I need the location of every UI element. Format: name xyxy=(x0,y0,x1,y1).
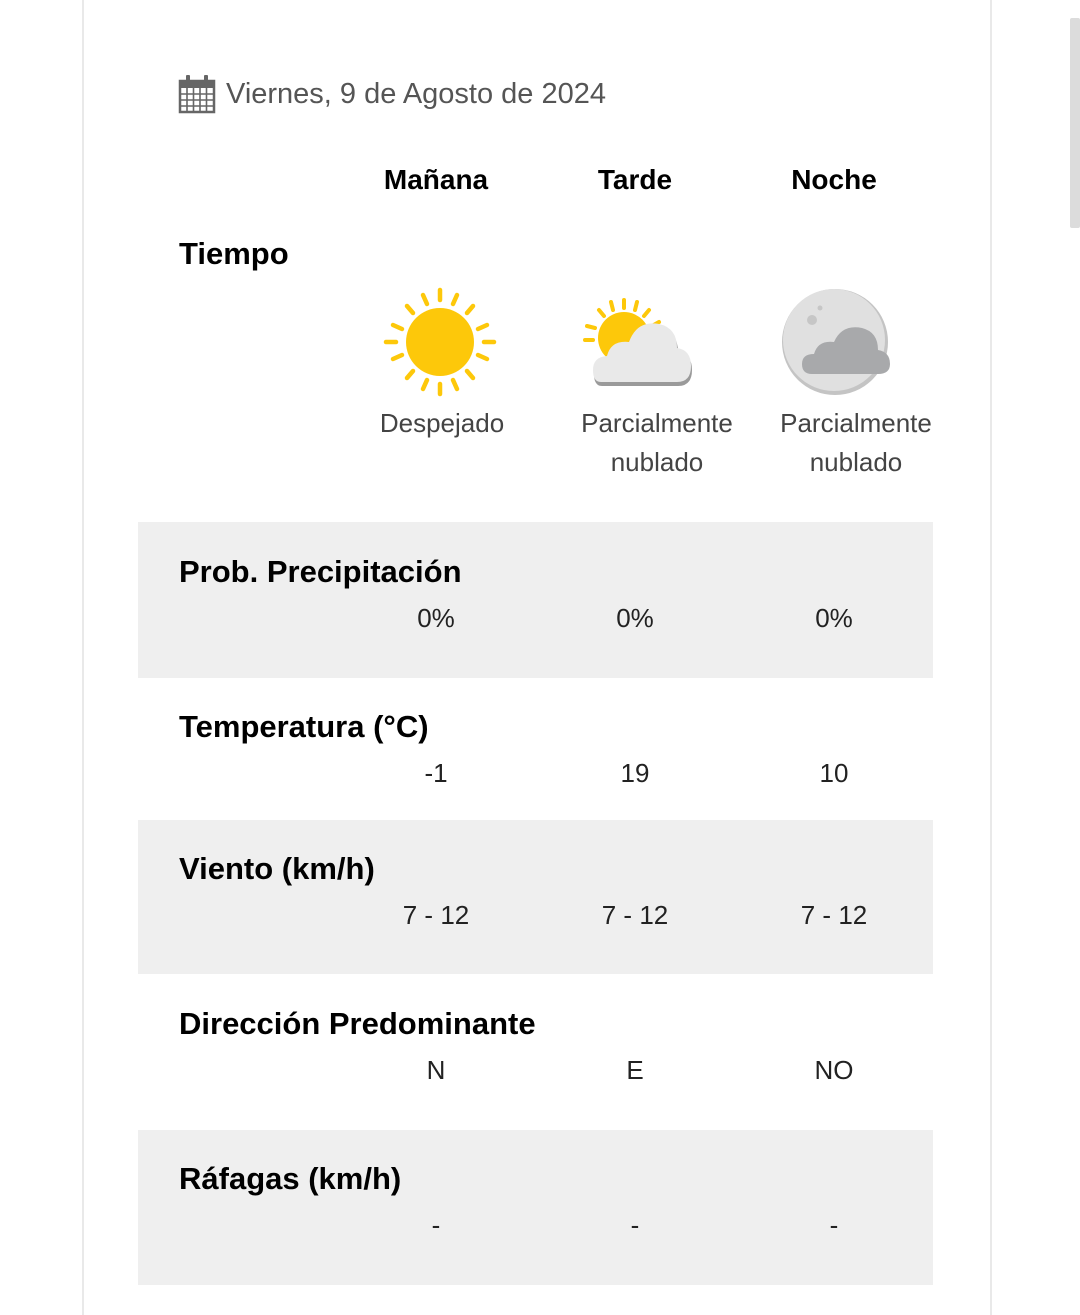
moon-cloud-icon xyxy=(778,286,898,398)
condition-text-noche: Parcialmente nublado xyxy=(780,408,932,477)
precipitation-value-tarde: 0% xyxy=(616,603,654,633)
gusts-row-band xyxy=(138,1130,933,1285)
weather-label: Tiempo xyxy=(179,236,289,271)
condition-text-tarde: Parcialmente nublado xyxy=(581,408,733,477)
precipitation-label: Prob. Precipitación xyxy=(179,554,462,589)
column-header-manana: Mañana xyxy=(383,164,489,195)
date-header xyxy=(178,72,606,116)
scrollbar[interactable] xyxy=(1070,18,1080,228)
gusts-value-noche: - xyxy=(829,1210,839,1240)
precipitation-value-noche: 0% xyxy=(815,603,853,633)
column-header-tarde: Tarde xyxy=(597,164,673,195)
direction-value-tarde: E xyxy=(626,1055,644,1085)
column-header-noche: Noche xyxy=(791,164,877,195)
direction-label: Dirección Predominante xyxy=(179,1006,536,1041)
precipitation-value-manana: 0% xyxy=(417,603,455,633)
temperature-label: Temperatura (°C) xyxy=(179,709,429,744)
condition-text-manana: Despejado xyxy=(379,408,505,438)
gusts-label: Ráfagas (km/h) xyxy=(179,1161,402,1196)
wind-value-noche: 7 - 12 xyxy=(800,900,868,930)
precipitation-row-band xyxy=(138,522,933,678)
direction-value-manana: N xyxy=(426,1055,446,1085)
wind-label: Viento (km/h) xyxy=(179,851,375,886)
gusts-value-tarde: - xyxy=(630,1210,640,1240)
temperature-value-tarde: 19 xyxy=(620,758,650,788)
date-text: Viernes, 9 de Agosto de 2024 xyxy=(226,77,606,110)
temperature-value-noche: 10 xyxy=(819,758,849,788)
wind-row-band xyxy=(138,820,933,974)
temperature-value-manana: -1 xyxy=(424,758,448,788)
sun-cloud-icon xyxy=(579,286,699,398)
sun-icon xyxy=(380,286,500,398)
gusts-value-manana: - xyxy=(431,1210,441,1240)
wind-value-tarde: 7 - 12 xyxy=(601,900,669,930)
calendar-icon xyxy=(178,74,216,114)
wind-value-manana: 7 - 12 xyxy=(402,900,470,930)
direction-value-noche: NO xyxy=(814,1055,854,1085)
